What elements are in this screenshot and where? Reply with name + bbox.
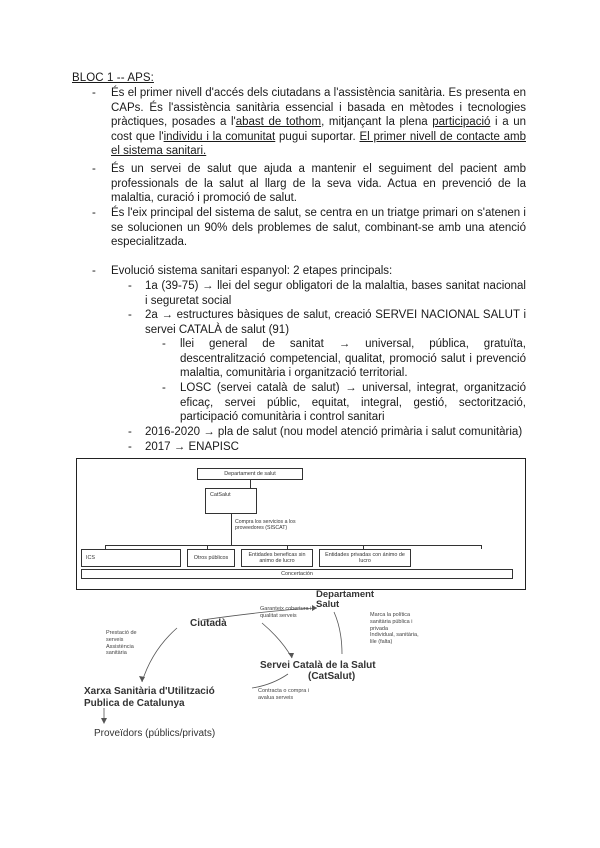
- connector: [250, 480, 251, 488]
- box-departament: Departament de salut: [197, 468, 303, 480]
- law-losc: LOSC (servei català de salut) → universal, integrat, organització eficaç, servei públic, equitat, integral, gestió, sectorització, participació comunitària i control sanitari: [180, 382, 526, 423]
- node-catsalut: Servei Català de la Salut: [260, 660, 376, 671]
- sub-dash: -: [128, 280, 132, 292]
- bullet-dash: -: [92, 87, 96, 99]
- arrow-ciutada-xarxa: [142, 628, 177, 682]
- bullet-text: Evolució sistema sanitari espanyol: 2 etapes principals:: [111, 265, 393, 277]
- bullet-aps-axis: [111, 206, 526, 250]
- underlined-text: abast de tothom: [235, 116, 322, 128]
- bullet-text: , mitjançant la plena: [321, 116, 433, 128]
- connector: [105, 545, 481, 546]
- arrow-dept-catsalut: [334, 612, 342, 654]
- underlined-text: participació: [432, 116, 491, 128]
- arrowhead: [288, 653, 294, 658]
- provision-note: Prestació de serveis Assistència sanitària: [106, 630, 137, 657]
- subsub-dash: -: [162, 338, 166, 350]
- node-proveidors: Proveïdors (públics/privats): [94, 728, 216, 739]
- bullet-dash: -: [92, 163, 96, 175]
- node-catsalut-abbr: (CatSalut): [308, 671, 356, 682]
- dept-note-2: Individual, sanitària, lile (falta): [370, 632, 419, 645]
- sub-dash: -: [128, 309, 132, 321]
- box-ics: ICS: [81, 549, 181, 567]
- arrowhead: [139, 676, 145, 682]
- ciutada-note: Garanteix cobertura i qualitat serveis: [260, 606, 312, 619]
- box-concertacion: Concertación: [81, 569, 513, 579]
- bullet-dash: -: [92, 265, 96, 277]
- box-entidades-privadas: Entidades privadas con ánimo de lucro: [319, 549, 411, 567]
- page-heading: BLOC 1 -- APS:: [72, 72, 154, 84]
- dept-note-1: Marca la política sanitària pública i privada: [370, 612, 413, 632]
- node-xarxa: Xarxa Sanitària d'Utilització Publica de Catalunya: [84, 686, 215, 709]
- arrow-ciutada-catsalut: [262, 623, 292, 658]
- node-departament-salut: Departament Salut: [316, 589, 375, 610]
- arrowhead: [101, 718, 107, 724]
- bullet-text: i a un cost que l': [111, 116, 526, 143]
- stage-1: 1a (39-75) → llei del segur obligatori de la malaltia, bases sanitat nacional i seguretat social: [145, 280, 526, 307]
- bullet-evolution: [111, 264, 526, 279]
- arrow-xarxa-catsalut: [252, 674, 288, 688]
- node-ciutada: Ciutadà: [190, 618, 227, 629]
- bullet-aps-service: [111, 162, 526, 206]
- contract-note: Contracta o compra i avalua serveis: [258, 688, 310, 701]
- law-general: llei general de sanitat → universal, pública, gratuïta, descentralització competencial, qualitat, promoció salut i prevenció malaltia, comunitària i organització territorial.: [180, 338, 526, 379]
- bullet-text: pugui suportar.: [275, 130, 360, 143]
- plan-2017: 2017 → ENAPISC: [145, 441, 239, 453]
- bullet-aps-definition: [111, 86, 526, 159]
- bullet-dash: -: [92, 207, 96, 219]
- box-otros-publicos: Otros públicos: [187, 549, 235, 567]
- plan-2016: 2016-2020 → pla de salut (nou model atenció primària i salut comunitària): [145, 426, 523, 438]
- underlined-text: individu i la comunitat: [163, 130, 276, 143]
- connector: [231, 514, 232, 545]
- sub-dash: -: [128, 426, 132, 438]
- box-catsalut: CatSalut: [205, 488, 257, 514]
- stage-2: 2a → estructures bàsiques de salut, creació SERVEI NACIONAL SALUT i servei CATALÀ de salut (91): [145, 309, 526, 336]
- underlined-text: El primer nivell de contacte amb el sistema sanitari.: [111, 130, 526, 157]
- subsub-dash: -: [162, 382, 166, 394]
- box-entidades-beneficas: Entidades beneficas sin animo de lucro: [241, 549, 313, 567]
- bullet-text: És l'eix principal del sistema de salut, se centra en un triatge primari on s'atenen i se solucionen un 90% dels problemes de salut, combinant-se amb una atenció especialitzada.: [111, 207, 526, 248]
- sub-dash: -: [128, 441, 132, 453]
- bullet-text: És un servei de salut que ajuda a mantenir el seguiment del pacient amb professionals de la salut al llarg de la seva vida. Actua en prevenció de la malaltia, curació i promoció de salut.: [111, 163, 526, 204]
- purchase-note: Compra los servicios a los proveedores (SISCAT): [235, 519, 296, 531]
- catsalut-flow-diagram: [72, 590, 532, 750]
- bullet-text: És el primer nivell d'accés dels ciutadans a l'assistència sanitària. Es presenta en CAPs. És l'assistència sanitària essencial i basada en mètodes i tecnologies pràctiques, posades a l': [111, 87, 526, 128]
- org-chart-diagram: [76, 458, 526, 590]
- connector: [481, 545, 482, 549]
